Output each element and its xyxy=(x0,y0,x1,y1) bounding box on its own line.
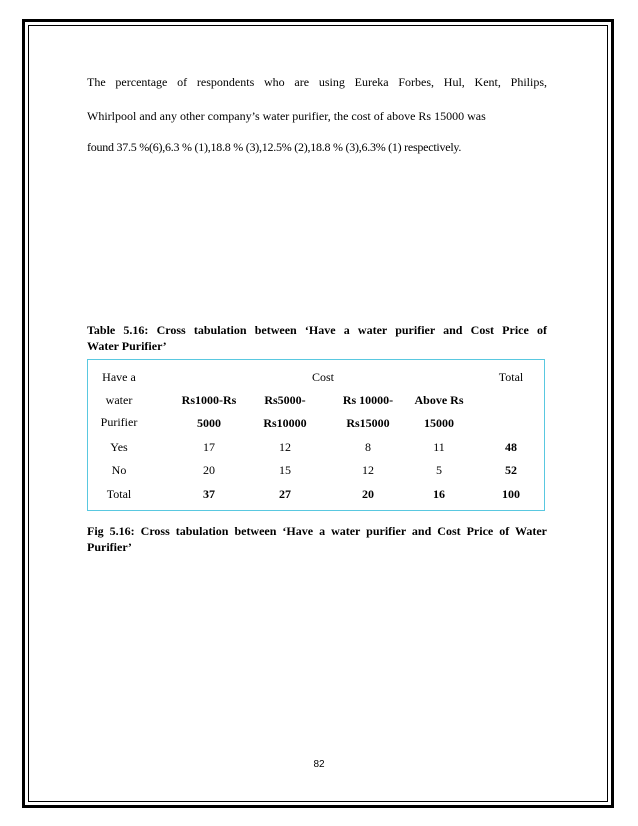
table-caption xyxy=(87,322,547,354)
paragraph-line-3: found 37.5 %(6),6.3 % (1),18.8 % (3),12.5% (2),18.8 % (3),6.3% (1) respectively. xyxy=(87,140,462,154)
cross-tab-table xyxy=(87,359,545,511)
page-number: 82 xyxy=(313,759,325,770)
cell-no-3: 12 xyxy=(362,463,374,477)
figure-caption xyxy=(87,523,547,555)
cell-total-2: 27 xyxy=(279,487,291,501)
cell-yes-1: 17 xyxy=(203,440,215,454)
row-header-line-1: Have a xyxy=(102,370,136,384)
cell-total-3: 20 xyxy=(362,487,374,501)
cell-no-4: 5 xyxy=(436,463,442,477)
figure-caption-line-2: Purifier’ xyxy=(87,540,132,554)
col-header-3-line-2: Rs15000 xyxy=(346,416,390,430)
col-header-1-line-2: 5000 xyxy=(197,416,221,430)
cell-grand-total: 100 xyxy=(502,487,520,501)
cell-no-2: 15 xyxy=(279,463,291,477)
paragraph-line-1: The percentage of respondents who are using Eureka Forbes, Hul, Kent, Philips, xyxy=(87,75,547,89)
cell-total-4: 16 xyxy=(433,487,445,501)
col-header-2-line-2: Rs10000 xyxy=(263,416,307,430)
col-header-1-line-1: Rs1000-Rs xyxy=(181,393,237,407)
cell-no-total: 52 xyxy=(505,463,517,477)
cell-yes-total: 48 xyxy=(505,440,517,454)
table-caption-line-1: Table 5.16: Cross tabulation between ‘Have a water purifier and Cost Price of xyxy=(87,323,547,337)
row-header-line-2: water xyxy=(105,393,133,407)
col-header-3-line-1: Rs 10000- xyxy=(342,393,394,407)
cost-header: Cost xyxy=(311,370,334,384)
col-header-4-line-1: Above Rs xyxy=(414,393,464,407)
figure-caption-line-1: Fig 5.16: Cross tabulation between ‘Have a water purifier and Cost Price of Water xyxy=(87,524,547,538)
row-label-no: No xyxy=(111,463,127,477)
row-header-line-3: Purifier xyxy=(100,415,138,429)
cell-total-1: 37 xyxy=(203,487,215,501)
col-header-2-line-1: Rs5000- xyxy=(264,393,306,407)
total-header: Total xyxy=(498,370,524,384)
cell-yes-4: 11 xyxy=(433,440,445,454)
row-label-yes: Yes xyxy=(110,440,128,454)
cell-yes-2: 12 xyxy=(279,440,291,454)
cell-yes-3: 8 xyxy=(365,440,371,454)
cell-no-1: 20 xyxy=(203,463,215,477)
col-header-4-line-2: 15000 xyxy=(424,416,454,430)
paragraph-line-2: Whirlpool and any other company’s water purifier, the cost of above Rs 15000 was xyxy=(87,109,486,123)
row-label-total: Total xyxy=(106,487,132,501)
table-caption-line-2: Water Purifier’ xyxy=(87,339,167,353)
